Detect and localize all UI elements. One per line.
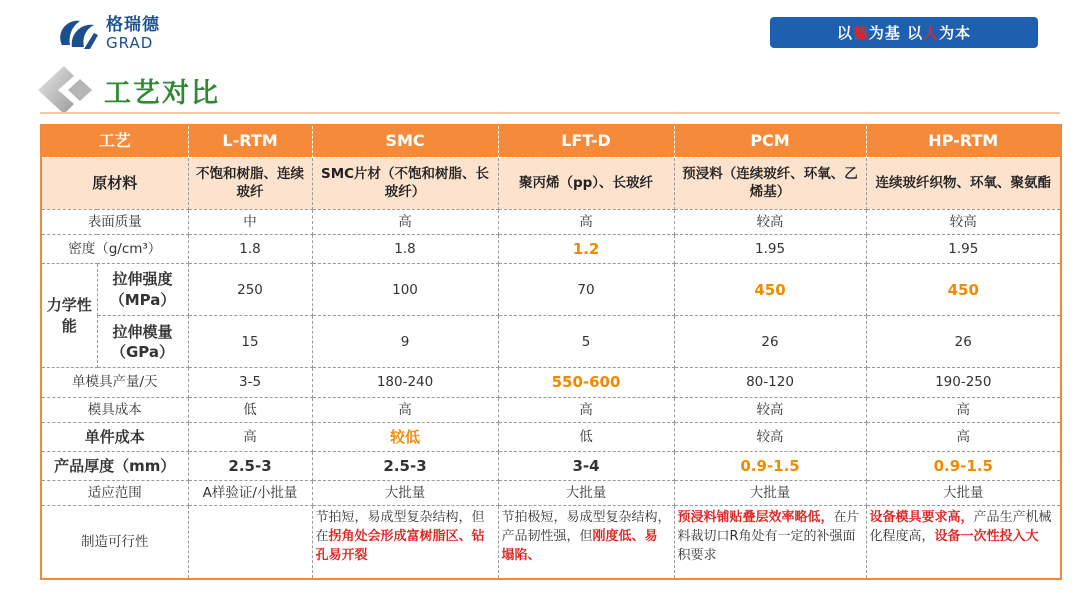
note-cell-lftd [498,506,674,579]
table-cell: 3-4 [498,451,674,480]
header-pcm: PCM [674,125,866,157]
row-label: 适应范围 [41,481,188,506]
table-cell-highlight: 较低 [312,422,498,451]
table-cell: 15 [188,316,312,368]
table-cell: 低 [498,422,674,451]
logo-en-text: GRAD [106,34,154,52]
process-comparison-table [40,124,1062,580]
row-label: 模具成本 [41,397,188,422]
slogan-red1: 德 [852,24,869,42]
table-cell: 不饱和树脂、连续玻纤 [188,157,312,209]
table-row-density [41,234,1061,263]
table-cell-highlight: 550-600 [498,368,674,397]
note-text: 节拍极短，易成型复杂结构，产品韧性强，但 [501,510,671,545]
note-text: 在片料裁切口R角处有一定的补强面积要求 [677,510,860,563]
title-divider [40,112,1060,114]
header-smc: SMC [312,125,498,157]
note-text: 节拍短，易成型复杂结构，但在 [315,510,485,545]
table-cell: 大批量 [866,481,1061,506]
table-cell: 高 [866,397,1061,422]
header-lrtm: L-RTM [188,125,312,157]
table-row-tensile-modulus [41,316,1061,368]
row-sublabel: 拉伸模量（GPa） [97,316,188,368]
slogan-part3: 为本 [939,24,972,42]
table-cell-highlight: 0.9-1.5 [674,451,866,480]
header-hprtm: HP-RTM [866,125,1061,157]
table-cell: 190-250 [866,368,1061,397]
page-title: 工艺对比 [104,77,220,109]
table-cell: 大批量 [498,481,674,506]
diamond-icon [34,62,96,118]
table-header-row [41,125,1061,157]
row-sublabel: 拉伸强度（MPa） [97,264,188,316]
note-highlight: 设备一次性投入大 [934,529,1039,545]
table-cell-empty [188,506,312,579]
table-row-output [41,368,1061,397]
table-cell: 大批量 [312,481,498,506]
row-label: 产品厚度（mm） [41,451,188,480]
table-cell: 70 [498,264,674,316]
table-row-unit-cost [41,422,1061,451]
title-area [34,62,220,118]
note-cell-hprtm [866,506,1061,579]
note-highlight: 拐角处会形成富树脂区、钻孔易开裂 [315,529,485,563]
row-label: 制造可行性 [41,506,188,579]
table-cell-highlight: 1.2 [498,234,674,263]
table-row-feasibility [41,506,1061,579]
note-cell-pcm [674,506,866,579]
slogan-part1: 以 [836,24,853,42]
table-cell: 高 [498,397,674,422]
table-cell: 连续玻纤织物、环氧、聚氨酯 [866,157,1061,209]
table-cell: 预浸料（连续玻纤、环氧、乙烯基） [674,157,866,209]
table-cell: 中 [188,209,312,234]
table-cell: SMC片材（不饱和树脂、长玻纤） [312,157,498,209]
table-cell: 高 [312,397,498,422]
slogan-part2: 为基 以 [868,24,924,42]
table-cell: 较高 [674,397,866,422]
slogan-red2: 人 [923,24,940,42]
header-process: 工艺 [41,125,188,157]
table-cell: 1.8 [312,234,498,263]
table-cell: 1.8 [188,234,312,263]
table-row-raw-material [41,157,1061,209]
table-cell: 5 [498,316,674,368]
logo-cn-text: 格瑞德 [106,15,160,35]
table-cell-highlight: 450 [866,264,1061,316]
table-cell: 2.5-3 [188,451,312,480]
table-row-tensile-strength [41,264,1061,316]
note-highlight: 刚度低、易塌陷、 [501,529,658,563]
table-cell: 较高 [674,422,866,451]
table-cell: 26 [866,316,1061,368]
table-cell: 高 [312,209,498,234]
table-cell: A样验证/小批量 [188,481,312,506]
table-cell-highlight: 450 [674,264,866,316]
table-row-thickness [41,451,1061,480]
table-cell: 80-120 [674,368,866,397]
company-logo [54,15,160,53]
row-label: 单件成本 [41,422,188,451]
table-cell-highlight: 0.9-1.5 [866,451,1061,480]
table-cell: 大批量 [674,481,866,506]
table-row-surface [41,209,1061,234]
table-cell: 较高 [866,209,1061,234]
note-highlight: 预浸料铺贴叠层效率略低， [677,510,834,526]
table-cell: 3-5 [188,368,312,397]
table-cell: 较高 [674,209,866,234]
row-label: 密度（g/cm³） [41,234,188,263]
slogan-banner [770,17,1038,48]
table-cell: 高 [188,422,312,451]
row-label: 原材料 [41,157,188,209]
note-cell-smc [312,506,498,579]
row-label: 单模具产量/天 [41,368,188,397]
table-cell: 1.95 [866,234,1061,263]
table-cell: 2.5-3 [312,451,498,480]
table-cell: 低 [188,397,312,422]
table-cell: 26 [674,316,866,368]
table-row-mold-cost [41,397,1061,422]
table-cell: 9 [312,316,498,368]
note-text: 产品生产机械化程度高， [869,510,1052,545]
table-cell: 1.95 [674,234,866,263]
row-label-mechanics: 力学性能 [41,264,97,368]
table-cell: 高 [498,209,674,234]
row-label: 表面质量 [41,209,188,234]
note-highlight: 设备模具要求高， [869,510,974,526]
table-cell: 100 [312,264,498,316]
table-row-scope [41,481,1061,506]
grad-logo-icon [54,15,100,53]
header-lftd: LFT-D [498,125,674,157]
table-cell: 聚丙烯（pp）、长玻纤 [498,157,674,209]
table-cell: 高 [866,422,1061,451]
table-cell: 250 [188,264,312,316]
table-cell: 180-240 [312,368,498,397]
